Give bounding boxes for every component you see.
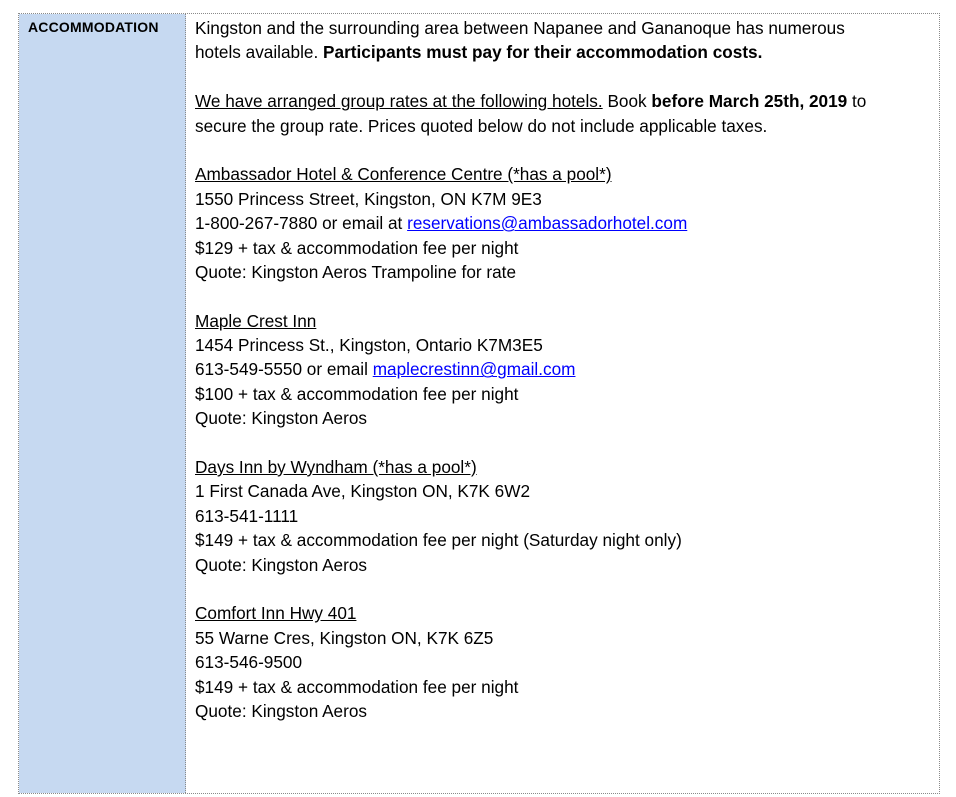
hotel-contact — [195, 650, 931, 674]
hotel-address: 55 Warne Cres, Kingston ON, K7K 6Z5 — [195, 627, 494, 648]
hotel-name: Ambassador Hotel & Conference Centre (*has a pool*) — [195, 164, 612, 185]
hotel-email-link[interactable]: reservations@ambassadorhotel.com — [407, 213, 688, 234]
hotel-phone: 1-800-267-7880 or email at — [195, 213, 408, 234]
group-rates-line-2: secure the group rate. Prices quoted below do not include applicable taxes. — [195, 115, 768, 136]
hotel-price: $149 + tax & accommodation fee per night — [195, 676, 519, 697]
intro-line-2 — [195, 40, 931, 64]
hotel-entry — [195, 138, 931, 284]
payment-notice: Participants must pay for their accommodation costs. — [323, 42, 763, 63]
hotel-name: Days Inn by Wyndham (*has a pool*) — [195, 457, 477, 478]
hotel-address: 1 First Canada Ave, Kingston ON, K7K 6W2 — [195, 481, 531, 502]
hotel-list — [195, 138, 931, 723]
hotel-phone: 613-541-1111 — [195, 505, 299, 526]
book-prefix: Book — [602, 91, 652, 112]
intro-text: hotels available. — [195, 42, 324, 63]
hotel-contact — [195, 504, 931, 528]
section-label-cell — [19, 14, 186, 793]
hotel-quote: Quote: Kingston Aeros — [195, 700, 367, 721]
spacer — [195, 65, 931, 89]
section-content-cell — [186, 14, 939, 793]
hotel-entry — [195, 431, 931, 577]
hotel-name: Maple Crest Inn — [195, 310, 317, 331]
hotel-quote: Quote: Kingston Aeros Trampoline for rate — [195, 261, 517, 282]
group-rates-line-1 — [195, 89, 931, 113]
hotel-contact — [195, 211, 931, 235]
group-rates-heading: We have arranged group rates at the following hotels. — [195, 91, 603, 112]
hotel-address: 1550 Princess Street, Kingston, ON K7M 9E3 — [195, 188, 542, 209]
intro-line-1: Kingston and the surrounding area between Napanee and Gananoque has numerous — [195, 18, 845, 38]
hotel-phone: 613-549-5550 or email — [195, 359, 373, 380]
hotel-price: $100 + tax & accommodation fee per night — [195, 383, 519, 404]
hotel-quote: Quote: Kingston Aeros — [195, 554, 367, 575]
hotel-address: 1454 Princess St., Kingston, Ontario K7M3E5 — [195, 335, 543, 356]
hotel-quote: Quote: Kingston Aeros — [195, 408, 367, 429]
section-label: ACCOMMODATION — [28, 19, 159, 35]
hotel-entry — [195, 284, 931, 430]
hotel-email-link[interactable]: maplecrestinn@gmail.com — [372, 359, 576, 380]
hotel-price: $129 + tax & accommodation fee per night — [195, 237, 519, 258]
hotel-phone: 613-546-9500 — [195, 652, 303, 673]
hotel-entry — [195, 577, 931, 723]
book-suffix: to — [847, 91, 867, 112]
info-table — [18, 13, 940, 794]
hotel-price: $149 + tax & accommodation fee per night (Saturday night only) — [195, 530, 682, 551]
hotel-contact — [195, 357, 931, 381]
booking-deadline: before March 25th, 2019 — [651, 91, 848, 112]
spacer — [195, 138, 931, 162]
hotel-name: Comfort Inn Hwy 401 — [195, 603, 357, 624]
spacer — [195, 284, 931, 308]
spacer — [195, 431, 931, 455]
spacer — [195, 577, 931, 601]
